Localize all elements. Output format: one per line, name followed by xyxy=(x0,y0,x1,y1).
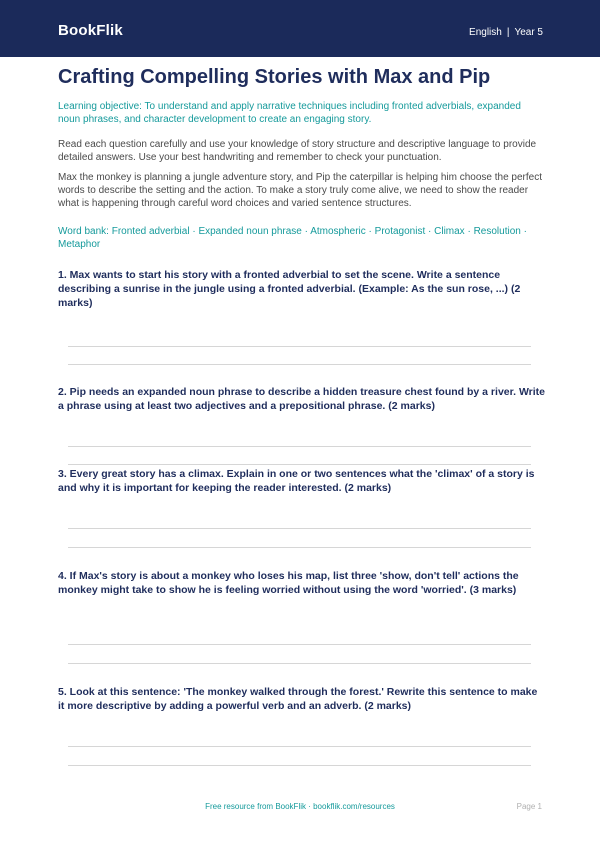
brand-logo[interactable]: BookFlik xyxy=(58,22,123,39)
learning-objective: Learning objective: To understand and apply narrative techniques including fronted adverbials, expanded noun phrases, and character development to create an engaging story. xyxy=(58,101,521,125)
subject-year-label xyxy=(469,27,543,39)
answer-line[interactable] xyxy=(68,464,531,465)
answer-line[interactable] xyxy=(68,446,531,447)
answer-line[interactable] xyxy=(68,346,531,347)
answer-line[interactable] xyxy=(68,746,531,747)
question-4: 4. If Max's story is about a monkey who loses his map, list three 'show, don't tell' actions the monkey might take to show he is feeling worried without using the word 'worried'. (3 marks) xyxy=(58,570,519,596)
answer-line[interactable] xyxy=(68,765,531,766)
meta-separator: | xyxy=(506,27,510,38)
question-5: 5. Look at this sentence: 'The monkey walked through the forest.' Rewrite this sentence to make it more descriptive by adding a powerful verb and an adverb. (2 marks) xyxy=(58,686,538,712)
answer-line[interactable] xyxy=(68,547,531,548)
answer-line[interactable] xyxy=(68,644,531,645)
answer-line[interactable] xyxy=(68,364,531,365)
answer-line[interactable] xyxy=(68,528,531,529)
answer-line[interactable] xyxy=(68,663,531,664)
worksheet-title: Crafting Compelling Stories with Max and Pip xyxy=(58,66,491,88)
page-number: Page 1 xyxy=(516,802,542,811)
question-2: 2. Pip needs an expanded noun phrase to describe a hidden treasure chest found by a river. Write a phrase using at least two adjectives and a prepositional phrase. (2 marks) xyxy=(58,386,546,412)
subject-label: English xyxy=(469,27,502,38)
footer-resource-link[interactable]: Free resource from BookFlik · bookflik.com/resources xyxy=(205,802,395,811)
question-3: 3. Every great story has a climax. Explain in one or two sentences what the 'climax' of a story is and why it is important for keeping the reader interested. (2 marks) xyxy=(58,468,535,494)
instructions-paragraph: Read each question carefully and use your knowledge of story structure and descriptive language to provide detailed answers. Use your best handwriting and remember to check your punctuation. xyxy=(58,139,537,163)
site-header xyxy=(0,0,600,57)
year-label: Year 5 xyxy=(514,27,543,38)
word-bank: Word bank: Fronted adverbial · Expanded noun phrase · Atmospheric · Protagonist · Climax · Resolution · Metaphor xyxy=(58,226,527,250)
question-1: 1. Max wants to start his story with a fronted adverbial to set the scene. Write a sentence describing a sunrise in the jungle using a fronted adverbial. (Example: As the sun rose, ...) (2 marks) xyxy=(58,269,521,309)
story-intro-paragraph: Max the monkey is planning a jungle adventure story, and Pip the caterpillar is helping him choose the perfect words to describe the setting and the action. To make a story truly come alive, we need to show the reader what is happening through careful word choices and varied sentence structures. xyxy=(58,172,542,209)
